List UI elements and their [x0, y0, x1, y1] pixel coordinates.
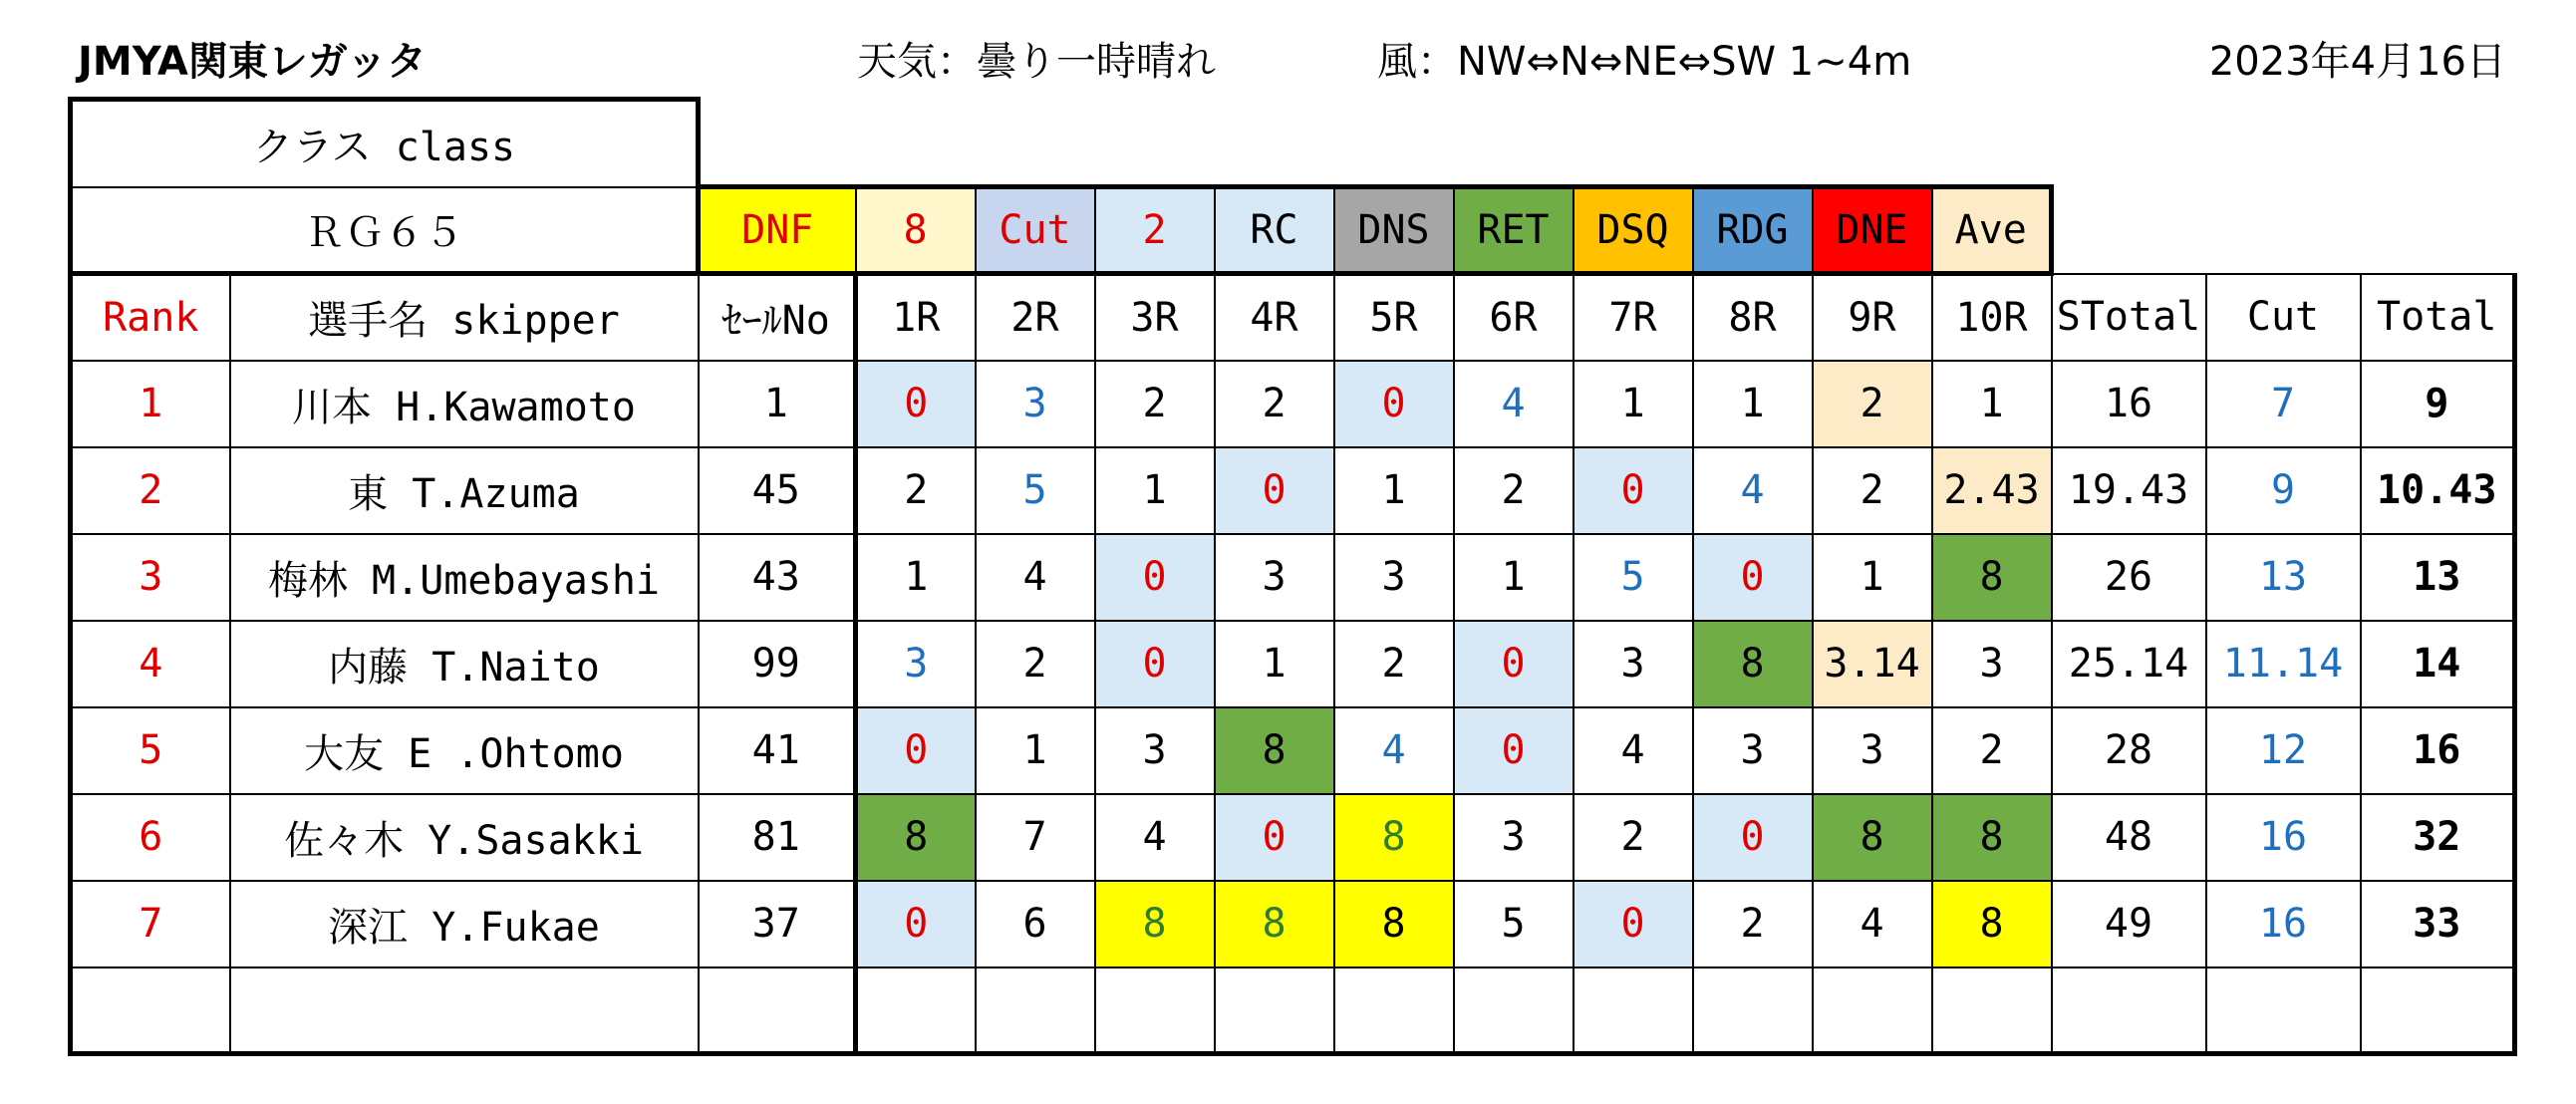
legend-item: Ave: [1932, 187, 2052, 274]
race-score-cell: 8: [1215, 881, 1334, 967]
race-score-cell: 2: [1334, 621, 1454, 707]
skipper-cell: 佐々木 Y.Sasakki: [230, 794, 699, 881]
stotal-cell: 25.14: [2052, 621, 2206, 707]
table-row: [71, 794, 2515, 881]
race-score-cell: 1: [1334, 447, 1454, 534]
race-score-cell: 1: [856, 534, 976, 621]
race-score-cell: 0: [1574, 447, 1693, 534]
race-score-cell: 5: [1574, 534, 1693, 621]
skipper-cell: 深江 Y.Fukae: [230, 881, 699, 967]
race-header: 8R: [1693, 274, 1813, 361]
class-name: ＲＧ６５: [71, 187, 699, 274]
race-score-cell: 2: [1574, 794, 1693, 881]
race-score-cell: 0: [1334, 361, 1454, 447]
legend-item: DNF: [699, 187, 856, 274]
race-score-cell: 2: [1095, 361, 1215, 447]
race-score-cell: 8: [1932, 794, 2052, 881]
race-score-cell: 4: [1334, 707, 1454, 794]
empty-cell: [1095, 967, 1215, 1054]
race-score-cell: 8: [1932, 881, 2052, 967]
race-score-cell: 3: [976, 361, 1095, 447]
legend-item: DNS: [1334, 187, 1454, 274]
stotal-cell: 26: [2052, 534, 2206, 621]
race-score-cell: 3: [856, 621, 976, 707]
empty-cell: [1574, 967, 1693, 1054]
cut-cell: 12: [2206, 707, 2361, 794]
race-score-cell: 7: [976, 794, 1095, 881]
race-header: 1R: [856, 274, 976, 361]
empty-row: [71, 967, 2515, 1054]
stotal-cell: 28: [2052, 707, 2206, 794]
empty-cell: [1454, 967, 1574, 1054]
stotal-cell: 49: [2052, 881, 2206, 967]
race-score-cell: 8: [856, 794, 976, 881]
total-cell: 16: [2361, 707, 2515, 794]
skipper-header: 選手名 skipper: [230, 274, 699, 361]
race-header: 10R: [1932, 274, 2052, 361]
race-score-cell: 8: [1932, 534, 2052, 621]
race-score-cell: 3: [1095, 707, 1215, 794]
empty-cell: [1693, 967, 1813, 1054]
empty-cell: [2361, 967, 2515, 1054]
total-header: Total: [2361, 274, 2515, 361]
race-score-cell: 2: [856, 447, 976, 534]
race-score-cell: 3: [1215, 534, 1334, 621]
empty-cell: [1813, 967, 1932, 1054]
sail-number-cell: 81: [699, 794, 856, 881]
race-score-cell: 1: [1693, 361, 1813, 447]
table-row: [71, 361, 2515, 447]
skipper-cell: 梅林 M.Umebayashi: [230, 534, 699, 621]
race-score-cell: 3: [1574, 621, 1693, 707]
cut-cell: 13: [2206, 534, 2361, 621]
rank-cell: 6: [71, 794, 230, 881]
race-score-cell: 2: [1454, 447, 1574, 534]
race-score-cell: 2: [1693, 881, 1813, 967]
legend-item: DSQ: [1574, 187, 1693, 274]
rank-cell: 7: [71, 881, 230, 967]
race-score-cell: 8: [1095, 881, 1215, 967]
race-score-cell: 0: [1215, 794, 1334, 881]
race-score-cell: 1: [1813, 534, 1932, 621]
race-header: 6R: [1454, 274, 1574, 361]
skipper-cell: 川本 H.Kawamoto: [230, 361, 699, 447]
race-score-cell: 0: [1693, 534, 1813, 621]
total-cell: 33: [2361, 881, 2515, 967]
race-score-cell: 6: [976, 881, 1095, 967]
sail-number-cell: 43: [699, 534, 856, 621]
race-score-cell: 2: [1932, 707, 2052, 794]
stotal-cell: 19.43: [2052, 447, 2206, 534]
cut-cell: 9: [2206, 447, 2361, 534]
cut-cell: 7: [2206, 361, 2361, 447]
skipper-cell: 大友 E .Ohtomo: [230, 707, 699, 794]
empty-cell: [856, 967, 976, 1054]
race-header: 9R: [1813, 274, 1932, 361]
race-score-cell: 0: [1215, 447, 1334, 534]
sail-number-cell: 37: [699, 881, 856, 967]
table-row: [71, 621, 2515, 707]
sail-number-cell: 41: [699, 707, 856, 794]
race-score-cell: 1: [1574, 361, 1693, 447]
wind-info: 風：NW⇔N⇔NE⇔SW 1~4m: [1377, 39, 1912, 85]
race-score-cell: 4: [1813, 881, 1932, 967]
stotal-cell: 16: [2052, 361, 2206, 447]
rank-cell: 4: [71, 621, 230, 707]
race-score-cell: 8: [1693, 621, 1813, 707]
sail-number-cell: 99: [699, 621, 856, 707]
cut-cell: 16: [2206, 794, 2361, 881]
rank-header: Rank: [71, 274, 230, 361]
race-score-cell: 0: [1693, 794, 1813, 881]
race-score-cell: 1: [1454, 534, 1574, 621]
total-cell: 14: [2361, 621, 2515, 707]
cut-cell: 16: [2206, 881, 2361, 967]
skipper-cell: 内藤 T.Naito: [230, 621, 699, 707]
skipper-cell: 東 T.Azuma: [230, 447, 699, 534]
race-score-cell: 3: [1454, 794, 1574, 881]
race-score-cell: 3: [1693, 707, 1813, 794]
total-cell: 10.43: [2361, 447, 2515, 534]
rank-cell: 1: [71, 361, 230, 447]
results-table: [68, 97, 2517, 1056]
race-score-cell: 1: [976, 707, 1095, 794]
race-score-cell: 2: [976, 621, 1095, 707]
empty-cell: [2052, 967, 2206, 1054]
race-score-cell: 3: [1334, 534, 1454, 621]
stotal-cell: 48: [2052, 794, 2206, 881]
sail-number-cell: 45: [699, 447, 856, 534]
race-score-cell: 4: [1693, 447, 1813, 534]
weather-info: 天気：曇り一時晴れ: [857, 39, 1216, 85]
race-score-cell: 0: [1454, 707, 1574, 794]
race-score-cell: 0: [1095, 534, 1215, 621]
race-score-cell: 0: [1095, 621, 1215, 707]
legend-item: 2: [1095, 187, 1215, 274]
total-cell: 9: [2361, 361, 2515, 447]
race-score-cell: 0: [1574, 881, 1693, 967]
empty-cell: [1932, 967, 2052, 1054]
class-label: クラス class: [71, 100, 699, 187]
race-score-cell: 2: [1813, 361, 1932, 447]
race-score-cell: 1: [1215, 621, 1334, 707]
table-row: [71, 534, 2515, 621]
legend-item: 8: [856, 187, 976, 274]
cut-header: Cut: [2206, 274, 2361, 361]
rank-cell: 5: [71, 707, 230, 794]
stotal-header: STotal: [2052, 274, 2206, 361]
legend-item: Cut: [976, 187, 1095, 274]
race-header: 4R: [1215, 274, 1334, 361]
race-score-cell: 4: [1454, 361, 1574, 447]
event-title: JMYA関東レガッタ: [78, 39, 427, 85]
race-score-cell: 4: [976, 534, 1095, 621]
empty-cell: [1334, 967, 1454, 1054]
race-header: 5R: [1334, 274, 1454, 361]
empty-cell: [2206, 967, 2361, 1054]
legend-item: RDG: [1693, 187, 1813, 274]
total-cell: 32: [2361, 794, 2515, 881]
race-score-cell: 8: [1334, 794, 1454, 881]
legend-item: RET: [1454, 187, 1574, 274]
race-score-cell: 2.43: [1932, 447, 2052, 534]
race-score-cell: 3: [1932, 621, 2052, 707]
race-header: 7R: [1574, 274, 1693, 361]
empty-cell: [230, 967, 699, 1054]
race-score-cell: 5: [1454, 881, 1574, 967]
sail-header: ｾｰﾙNo: [699, 274, 856, 361]
empty-cell: [699, 967, 856, 1054]
race-score-cell: 5: [976, 447, 1095, 534]
race-score-cell: 3.14: [1813, 621, 1932, 707]
race-score-cell: 2: [1813, 447, 1932, 534]
race-header: 2R: [976, 274, 1095, 361]
rank-cell: 3: [71, 534, 230, 621]
race-score-cell: 4: [1095, 794, 1215, 881]
rank-cell: 2: [71, 447, 230, 534]
event-date: 2023年4月16日: [2208, 39, 2506, 85]
race-score-cell: 2: [1215, 361, 1334, 447]
table-row: [71, 707, 2515, 794]
legend-item: RC: [1215, 187, 1334, 274]
race-score-cell: 8: [1215, 707, 1334, 794]
race-score-cell: 4: [1574, 707, 1693, 794]
empty-cell: [1215, 967, 1334, 1054]
race-score-cell: 8: [1813, 794, 1932, 881]
legend-item: DNE: [1813, 187, 1932, 274]
cut-cell: 11.14: [2206, 621, 2361, 707]
sail-number-cell: 1: [699, 361, 856, 447]
race-score-cell: 0: [856, 707, 976, 794]
race-score-cell: 0: [1454, 621, 1574, 707]
race-header: 3R: [1095, 274, 1215, 361]
empty-cell: [976, 967, 1095, 1054]
race-score-cell: 0: [856, 361, 976, 447]
table-row: [71, 447, 2515, 534]
race-score-cell: 8: [1334, 881, 1454, 967]
table-row: [71, 881, 2515, 967]
total-cell: 13: [2361, 534, 2515, 621]
race-score-cell: 0: [856, 881, 976, 967]
race-score-cell: 1: [1932, 361, 2052, 447]
race-score-cell: 3: [1813, 707, 1932, 794]
race-score-cell: 1: [1095, 447, 1215, 534]
empty-cell: [71, 967, 230, 1054]
